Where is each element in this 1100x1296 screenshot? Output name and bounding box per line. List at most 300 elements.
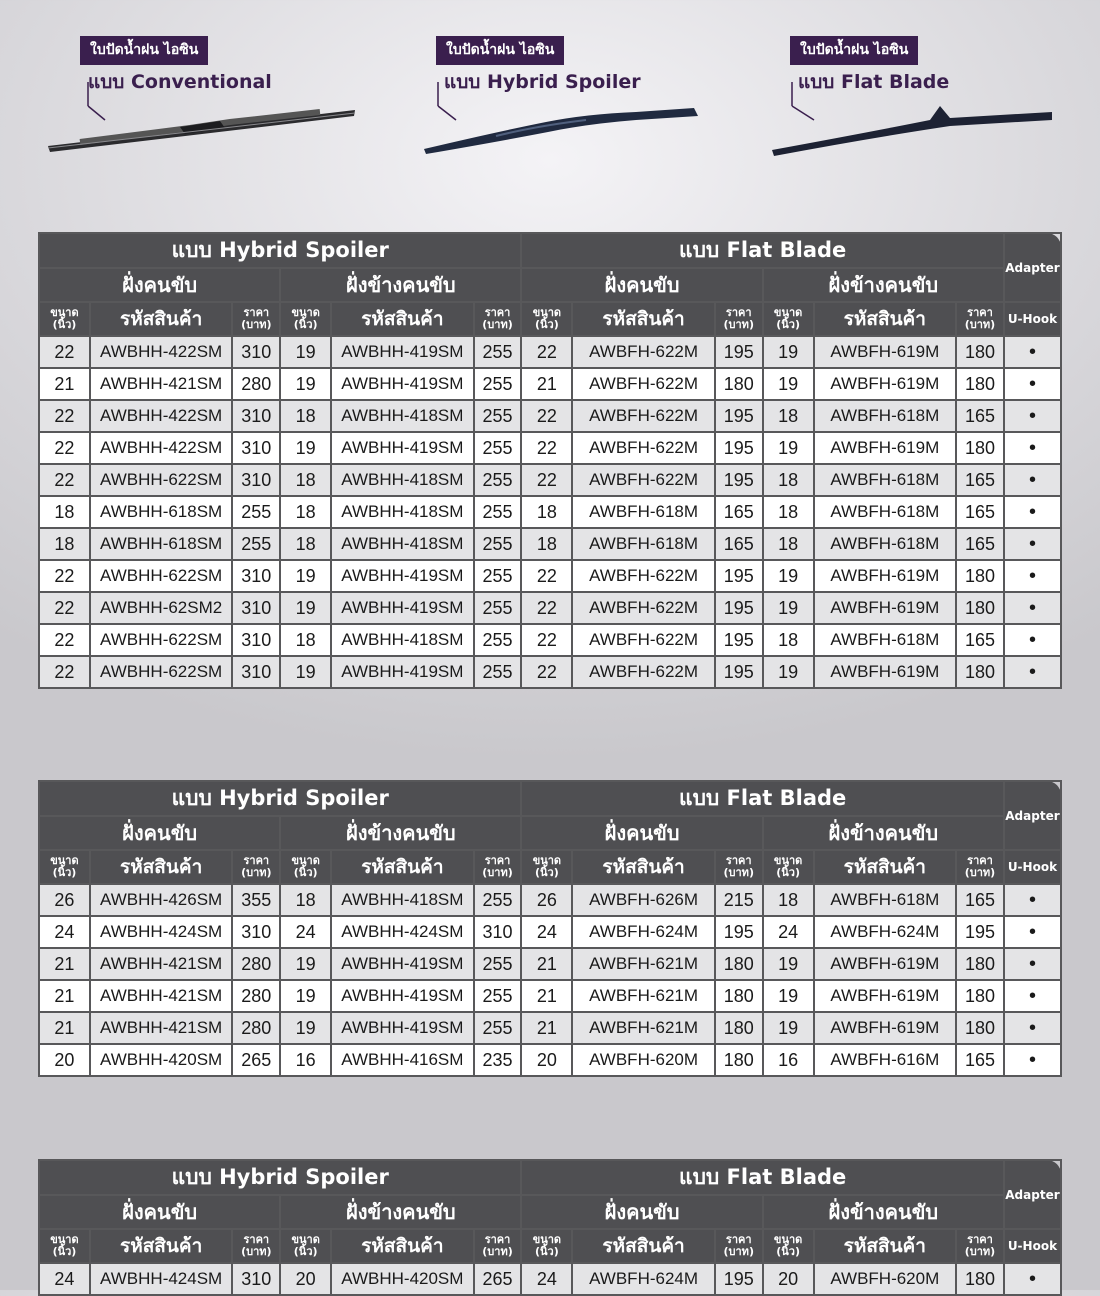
table-row <box>39 336 1061 368</box>
code-cell: AWBFH-622M <box>572 592 715 624</box>
code-cell: AWBHH-618SM <box>90 528 233 560</box>
u-hook-header: U-Hook <box>1004 1229 1061 1263</box>
driver-side-header: ฝั่งคนขับ <box>39 1195 280 1229</box>
code-cell: AWBFH-619M <box>814 1012 957 1044</box>
size-cell: 22 <box>521 592 572 624</box>
uhook-cell: • <box>1004 368 1061 400</box>
product-code-header: รหัสสินค้า <box>572 302 715 336</box>
code-cell: AWBFH-618M <box>814 496 957 528</box>
price-cell: 255 <box>474 1012 522 1044</box>
size-cell: 19 <box>280 592 331 624</box>
code-cell: AWBHH-622SM <box>90 464 233 496</box>
uhook-cell: • <box>1004 884 1061 916</box>
code-cell: AWBHH-424SM <box>331 916 474 948</box>
uhook-cell: • <box>1004 916 1061 948</box>
uhook-cell: • <box>1004 496 1061 528</box>
size-cell: 21 <box>39 980 90 1012</box>
uhook-cell: • <box>1004 432 1061 464</box>
price-table <box>38 780 1062 1077</box>
table-row <box>39 624 1061 656</box>
code-cell: AWBFH-616M <box>814 1044 957 1076</box>
price-cell: 310 <box>232 464 280 496</box>
uhook-cell: • <box>1004 592 1061 624</box>
size-header: ขนาด (นิ้ว) <box>521 850 572 884</box>
uhook-cell: • <box>1004 560 1061 592</box>
size-cell: 21 <box>521 1012 572 1044</box>
table-row <box>39 1012 1061 1044</box>
price-cell: 180 <box>715 980 763 1012</box>
price-cell: 165 <box>956 464 1004 496</box>
price-table-1 <box>38 232 1062 689</box>
code-cell: AWBFH-618M <box>814 400 957 432</box>
size-cell: 18 <box>280 464 331 496</box>
code-cell: AWBFH-621M <box>572 948 715 980</box>
price-header: ราคา (บาท) <box>232 302 280 336</box>
price-cell: 165 <box>715 496 763 528</box>
code-cell: AWBHH-622SM <box>90 656 233 688</box>
driver-side-header: ฝั่งคนขับ <box>521 816 762 850</box>
product-flat-blade <box>790 36 1070 166</box>
price-cell: 180 <box>715 1012 763 1044</box>
size-cell: 21 <box>521 948 572 980</box>
price-cell: 180 <box>956 948 1004 980</box>
price-table <box>38 1159 1062 1296</box>
price-cell: 195 <box>715 336 763 368</box>
size-cell: 22 <box>39 432 90 464</box>
size-cell: 20 <box>39 1044 90 1076</box>
price-cell: 180 <box>956 336 1004 368</box>
code-cell: AWBHH-62SM2 <box>90 592 233 624</box>
size-cell: 19 <box>280 948 331 980</box>
price-header: ราคา (บาท) <box>715 302 763 336</box>
price-cell: 255 <box>474 368 522 400</box>
code-cell: AWBHH-420SM <box>90 1044 233 1076</box>
size-cell: 18 <box>763 400 814 432</box>
price-cell: 265 <box>474 1263 522 1295</box>
passenger-side-header: ฝั่งข้างคนขับ <box>280 1195 521 1229</box>
code-cell: AWBHH-418SM <box>331 528 474 560</box>
size-header: ขนาด (นิ้ว) <box>39 850 90 884</box>
size-cell: 16 <box>763 1044 814 1076</box>
code-cell: AWBFH-619M <box>814 432 957 464</box>
code-cell: AWBFH-622M <box>572 624 715 656</box>
hybrid-spoiler-header: แบบ Hybrid Spoiler <box>39 1160 521 1195</box>
size-cell: 18 <box>763 884 814 916</box>
price-cell: 165 <box>956 624 1004 656</box>
price-cell: 215 <box>715 884 763 916</box>
price-header: ราคา (บาท) <box>232 850 280 884</box>
code-cell: AWBFH-618M <box>814 624 957 656</box>
table-row <box>39 432 1061 464</box>
price-cell: 195 <box>956 916 1004 948</box>
code-cell: AWBFH-624M <box>572 916 715 948</box>
driver-side-header: ฝั่งคนขับ <box>521 1195 762 1229</box>
size-cell: 18 <box>763 528 814 560</box>
size-cell: 24 <box>763 916 814 948</box>
table-row <box>39 1044 1061 1076</box>
hybrid-spoiler-header: แบบ Hybrid Spoiler <box>39 781 521 816</box>
price-header: ราคา (บาท) <box>474 850 522 884</box>
price-cell: 165 <box>956 400 1004 432</box>
size-cell: 19 <box>280 368 331 400</box>
code-cell: AWBHH-421SM <box>90 948 233 980</box>
size-cell: 22 <box>521 624 572 656</box>
code-cell: AWBFH-619M <box>814 368 957 400</box>
size-cell: 18 <box>521 528 572 560</box>
product-code-header: รหัสสินค้า <box>572 850 715 884</box>
price-cell: 195 <box>715 464 763 496</box>
size-cell: 18 <box>763 464 814 496</box>
price-cell: 255 <box>474 496 522 528</box>
price-cell: 180 <box>956 368 1004 400</box>
price-cell: 180 <box>956 432 1004 464</box>
size-cell: 26 <box>521 884 572 916</box>
table-row <box>39 916 1061 948</box>
flat-blade-header: แบบ Flat Blade <box>521 1160 1003 1195</box>
size-cell: 18 <box>521 496 572 528</box>
uhook-cell: • <box>1004 528 1061 560</box>
price-cell: 265 <box>232 1044 280 1076</box>
code-cell: AWBHH-419SM <box>331 980 474 1012</box>
size-cell: 20 <box>521 1044 572 1076</box>
size-header: ขนาด (นิ้ว) <box>521 1229 572 1263</box>
uhook-cell: • <box>1004 464 1061 496</box>
u-hook-header: U-Hook <box>1004 850 1061 884</box>
size-header: ขนาด (นิ้ว) <box>763 850 814 884</box>
code-cell: AWBHH-419SM <box>331 948 474 980</box>
size-cell: 22 <box>521 656 572 688</box>
code-cell: AWBHH-618SM <box>90 496 233 528</box>
size-cell: 24 <box>521 1263 572 1295</box>
product-top-label: ใบปัดน้ำฝน ไอซิน <box>80 36 208 65</box>
price-cell: 195 <box>715 400 763 432</box>
size-cell: 18 <box>763 496 814 528</box>
price-cell: 180 <box>956 1263 1004 1295</box>
product-code-header: รหัสสินค้า <box>90 850 233 884</box>
table-row <box>39 368 1061 400</box>
product-name: แบบ Hybrid Spoiler <box>444 71 641 93</box>
size-cell: 18 <box>280 528 331 560</box>
code-cell: AWBFH-619M <box>814 948 957 980</box>
product-code-header: รหัสสินค้า <box>90 302 233 336</box>
code-cell: AWBFH-622M <box>572 400 715 432</box>
size-cell: 18 <box>39 496 90 528</box>
size-cell: 21 <box>39 368 90 400</box>
size-cell: 22 <box>521 464 572 496</box>
product-code-header: รหัสสินค้า <box>814 850 957 884</box>
product-code-header: รหัสสินค้า <box>331 850 474 884</box>
code-cell: AWBFH-619M <box>814 592 957 624</box>
code-cell: AWBFH-618M <box>814 528 957 560</box>
price-table-3 <box>38 1159 1062 1296</box>
code-cell: AWBFH-621M <box>572 1012 715 1044</box>
code-cell: AWBHH-418SM <box>331 624 474 656</box>
product-code-header: รหัสสินค้า <box>572 1229 715 1263</box>
product-code-header: รหัสสินค้า <box>814 302 957 336</box>
size-cell: 19 <box>280 1012 331 1044</box>
price-cell: 255 <box>474 656 522 688</box>
size-cell: 22 <box>39 560 90 592</box>
uhook-cell: • <box>1004 336 1061 368</box>
price-cell: 165 <box>956 1044 1004 1076</box>
price-header: ราคา (บาท) <box>956 850 1004 884</box>
code-cell: AWBFH-618M <box>572 528 715 560</box>
size-cell: 19 <box>763 432 814 464</box>
code-cell: AWBHH-418SM <box>331 496 474 528</box>
size-header: ขนาด (นิ้ว) <box>39 302 90 336</box>
price-cell: 255 <box>232 496 280 528</box>
price-cell: 255 <box>474 336 522 368</box>
price-cell: 310 <box>232 432 280 464</box>
price-header: ราคา (บาท) <box>715 1229 763 1263</box>
size-cell: 19 <box>763 336 814 368</box>
size-cell: 19 <box>280 980 331 1012</box>
code-cell: AWBHH-422SM <box>90 400 233 432</box>
table-row <box>39 400 1061 432</box>
product-code-header: รหัสสินค้า <box>814 1229 957 1263</box>
price-header: ราคา (บาท) <box>232 1229 280 1263</box>
code-cell: AWBFH-619M <box>814 560 957 592</box>
uhook-cell: • <box>1004 948 1061 980</box>
price-table-2 <box>38 780 1062 1077</box>
table-row <box>39 1263 1061 1295</box>
price-cell: 280 <box>232 948 280 980</box>
size-cell: 22 <box>521 336 572 368</box>
code-cell: AWBFH-619M <box>814 656 957 688</box>
table-row <box>39 464 1061 496</box>
price-cell: 165 <box>715 528 763 560</box>
size-cell: 19 <box>763 560 814 592</box>
code-cell: AWBFH-621M <box>572 980 715 1012</box>
code-cell: AWBHH-419SM <box>331 592 474 624</box>
table-row <box>39 656 1061 688</box>
price-cell: 310 <box>232 560 280 592</box>
price-cell: 165 <box>956 528 1004 560</box>
code-cell: AWBHH-419SM <box>331 1012 474 1044</box>
hybrid-spoiler-header: แบบ Hybrid Spoiler <box>39 233 521 268</box>
table-row <box>39 884 1061 916</box>
code-cell: AWBHH-419SM <box>331 560 474 592</box>
code-cell: AWBHH-422SM <box>90 432 233 464</box>
price-header: ราคา (บาท) <box>474 302 522 336</box>
passenger-side-header: ฝั่งข้างคนขับ <box>763 1195 1004 1229</box>
code-cell: AWBHH-424SM <box>90 1263 233 1295</box>
size-cell: 20 <box>763 1263 814 1295</box>
price-cell: 255 <box>474 528 522 560</box>
size-cell: 18 <box>763 624 814 656</box>
size-cell: 18 <box>39 528 90 560</box>
size-cell: 19 <box>763 1012 814 1044</box>
product-name: แบบ Conventional <box>88 71 272 93</box>
size-header: ขนาด (นิ้ว) <box>521 302 572 336</box>
price-cell: 280 <box>232 368 280 400</box>
code-cell: AWBHH-421SM <box>90 980 233 1012</box>
size-cell: 19 <box>280 560 331 592</box>
code-cell: AWBHH-419SM <box>331 656 474 688</box>
code-cell: AWBHH-622SM <box>90 624 233 656</box>
size-cell: 24 <box>39 916 90 948</box>
passenger-side-header: ฝั่งข้างคนขับ <box>763 268 1004 302</box>
code-cell: AWBFH-618M <box>572 496 715 528</box>
price-cell: 180 <box>715 1044 763 1076</box>
price-cell: 180 <box>956 980 1004 1012</box>
table-row <box>39 496 1061 528</box>
code-cell: AWBFH-620M <box>572 1044 715 1076</box>
price-table <box>38 232 1062 689</box>
price-cell: 165 <box>956 496 1004 528</box>
uhook-cell: • <box>1004 624 1061 656</box>
code-cell: AWBHH-418SM <box>331 464 474 496</box>
size-cell: 19 <box>280 336 331 368</box>
uhook-cell: • <box>1004 656 1061 688</box>
price-cell: 195 <box>715 624 763 656</box>
code-cell: AWBHH-422SM <box>90 336 233 368</box>
flat-blade-header: แบบ Flat Blade <box>521 781 1003 816</box>
code-cell: AWBHH-418SM <box>331 400 474 432</box>
product-conventional <box>80 36 380 166</box>
size-cell: 19 <box>763 656 814 688</box>
code-cell: AWBFH-620M <box>814 1263 957 1295</box>
code-cell: AWBFH-624M <box>572 1263 715 1295</box>
code-cell: AWBFH-618M <box>814 884 957 916</box>
size-cell: 22 <box>39 624 90 656</box>
price-cell: 310 <box>232 336 280 368</box>
uhook-cell: • <box>1004 980 1061 1012</box>
size-header: ขนาด (นิ้ว) <box>763 302 814 336</box>
size-cell: 22 <box>521 560 572 592</box>
price-cell: 180 <box>956 1012 1004 1044</box>
code-cell: AWBHH-622SM <box>90 560 233 592</box>
price-header: ราคา (บาท) <box>956 1229 1004 1263</box>
table-row <box>39 560 1061 592</box>
price-cell: 310 <box>232 592 280 624</box>
size-cell: 19 <box>763 948 814 980</box>
size-cell: 19 <box>763 368 814 400</box>
uhook-cell: • <box>1004 1263 1061 1295</box>
size-cell: 19 <box>280 432 331 464</box>
price-cell: 310 <box>232 656 280 688</box>
size-cell: 21 <box>521 980 572 1012</box>
size-cell: 26 <box>39 884 90 916</box>
size-header: ขนาด (นิ้ว) <box>280 302 331 336</box>
table-row <box>39 528 1061 560</box>
code-cell: AWBHH-418SM <box>331 884 474 916</box>
size-cell: 24 <box>521 916 572 948</box>
price-cell: 255 <box>474 560 522 592</box>
size-cell: 22 <box>39 592 90 624</box>
code-cell: AWBFH-622M <box>572 368 715 400</box>
size-header: ขนาด (นิ้ว) <box>763 1229 814 1263</box>
driver-side-header: ฝั่งคนขับ <box>39 268 280 302</box>
size-cell: 18 <box>280 884 331 916</box>
code-cell: AWBFH-622M <box>572 432 715 464</box>
price-cell: 180 <box>956 592 1004 624</box>
price-cell: 180 <box>715 948 763 980</box>
size-header: ขนาด (นิ้ว) <box>280 1229 331 1263</box>
price-cell: 255 <box>474 948 522 980</box>
code-cell: AWBFH-618M <box>814 464 957 496</box>
price-header: ราคา (บาท) <box>474 1229 522 1263</box>
price-cell: 280 <box>232 980 280 1012</box>
size-cell: 24 <box>39 1263 90 1295</box>
price-cell: 310 <box>232 624 280 656</box>
product-code-header: รหัสสินค้า <box>331 1229 474 1263</box>
uhook-cell: • <box>1004 400 1061 432</box>
product-hybrid-spoiler <box>436 36 726 166</box>
size-cell: 22 <box>39 400 90 432</box>
price-cell: 195 <box>715 1263 763 1295</box>
u-hook-header: U-Hook <box>1004 302 1061 336</box>
passenger-side-header: ฝั่งข้างคนขับ <box>280 268 521 302</box>
price-cell: 180 <box>956 656 1004 688</box>
driver-side-header: ฝั่งคนขับ <box>39 816 280 850</box>
code-cell: AWBHH-421SM <box>90 368 233 400</box>
size-cell: 21 <box>521 368 572 400</box>
code-cell: AWBHH-419SM <box>331 336 474 368</box>
code-cell: AWBHH-424SM <box>90 916 233 948</box>
price-cell: 310 <box>474 916 522 948</box>
size-cell: 22 <box>39 656 90 688</box>
adapter-header: Adapter <box>1004 781 1061 850</box>
price-cell: 280 <box>232 1012 280 1044</box>
driver-side-header: ฝั่งคนขับ <box>521 268 762 302</box>
size-cell: 22 <box>39 464 90 496</box>
price-cell: 180 <box>715 368 763 400</box>
price-cell: 310 <box>232 916 280 948</box>
size-cell: 18 <box>280 624 331 656</box>
price-cell: 255 <box>474 980 522 1012</box>
price-cell: 255 <box>474 400 522 432</box>
size-cell: 22 <box>39 336 90 368</box>
uhook-cell: • <box>1004 1012 1061 1044</box>
price-cell: 195 <box>715 592 763 624</box>
price-cell: 255 <box>232 528 280 560</box>
adapter-header: Adapter <box>1004 233 1061 302</box>
product-top-label: ใบปัดน้ำฝน ไอซิน <box>790 36 918 65</box>
passenger-side-header: ฝั่งข้างคนขับ <box>763 816 1004 850</box>
product-code-header: รหัสสินค้า <box>90 1229 233 1263</box>
code-cell: AWBHH-419SM <box>331 432 474 464</box>
size-cell: 22 <box>521 400 572 432</box>
size-header: ขนาด (นิ้ว) <box>280 850 331 884</box>
price-cell: 310 <box>232 1263 280 1295</box>
size-cell: 18 <box>280 400 331 432</box>
price-cell: 180 <box>956 560 1004 592</box>
code-cell: AWBFH-622M <box>572 656 715 688</box>
code-cell: AWBFH-619M <box>814 980 957 1012</box>
size-cell: 18 <box>280 496 331 528</box>
code-cell: AWBHH-416SM <box>331 1044 474 1076</box>
code-cell: AWBFH-624M <box>814 916 957 948</box>
size-cell: 21 <box>39 1012 90 1044</box>
code-cell: AWBFH-619M <box>814 336 957 368</box>
size-cell: 24 <box>280 916 331 948</box>
table-row <box>39 592 1061 624</box>
price-cell: 165 <box>956 884 1004 916</box>
price-cell: 255 <box>474 464 522 496</box>
price-cell: 255 <box>474 432 522 464</box>
price-cell: 235 <box>474 1044 522 1076</box>
size-cell: 21 <box>39 948 90 980</box>
price-cell: 195 <box>715 432 763 464</box>
price-cell: 310 <box>232 400 280 432</box>
price-cell: 255 <box>474 592 522 624</box>
size-cell: 19 <box>763 592 814 624</box>
size-cell: 19 <box>763 980 814 1012</box>
code-cell: AWBFH-626M <box>572 884 715 916</box>
product-code-header: รหัสสินค้า <box>331 302 474 336</box>
product-top-label: ใบปัดน้ำฝน ไอซิน <box>436 36 564 65</box>
